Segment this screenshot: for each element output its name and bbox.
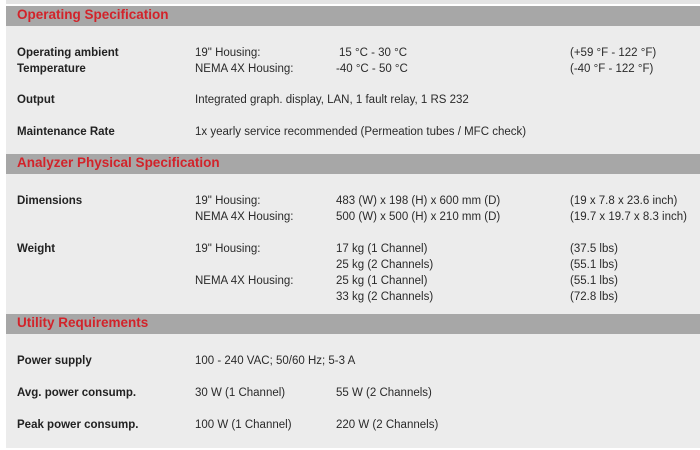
weight-19-1ch-lbs: (37.5 lbs) [570, 243, 618, 255]
maintenance-value: 1x yearly service recommended (Permeation tubes / MFC check) [195, 126, 527, 138]
avg-power-2ch: 55 W (2 Channels) [336, 387, 432, 399]
dim-nema-value: 500 (W) x 500 (H) x 210 mm (D) [336, 211, 501, 223]
utility-header [6, 314, 700, 334]
physical-spec-section [6, 174, 700, 314]
utility-section [6, 334, 700, 448]
weight-nema-1ch-lbs: (55.1 lbs) [570, 275, 618, 287]
operating-spec-section [6, 26, 700, 154]
weight-label: Weight [17, 243, 56, 255]
power-supply-label: Power supply [17, 355, 92, 367]
utility-title: Utility Requirements [17, 315, 149, 330]
maintenance-label: Maintenance Rate [17, 126, 115, 138]
dim-nema-label: NEMA 4X Housing: [195, 211, 294, 223]
dim-19-inch: (19 x 7.8 x 23.6 inch) [570, 195, 678, 207]
weight-nema-1ch: 25 kg (1 Channel) [336, 275, 428, 287]
operating-spec-header [6, 6, 700, 26]
weight-19-2ch: 25 kg (2 Channels) [336, 259, 434, 271]
avg-power-1ch: 30 W (1 Channel) [195, 387, 286, 399]
peak-power-1ch: 100 W (1 Channel) [195, 419, 292, 431]
avg-power-label: Avg. power consump. [17, 387, 137, 399]
ambient-label-line1: Operating ambient [17, 47, 119, 59]
output-label: Output [17, 94, 55, 106]
physical-spec-header [6, 154, 700, 174]
housing-19-range-f: (+59 °F - 122 °F) [570, 47, 657, 59]
housing-nema-range-f: (-40 °F - 122 °F) [570, 63, 654, 75]
weight-nema-2ch-lbs: (72.8 lbs) [570, 291, 618, 303]
dim-nema-inch: (19.7 x 19.7 x 8.3 inch) [570, 211, 687, 223]
housing-19-range-c: 15 °C - 30 °C [339, 47, 408, 59]
weight-19-2ch-lbs: (55.1 lbs) [570, 259, 618, 271]
dimensions-label: Dimensions [17, 195, 83, 207]
weight-nema-2ch: 33 kg (2 Channels) [336, 291, 434, 303]
housing-19-label: 19" Housing: [195, 47, 261, 59]
housing-nema-label: NEMA 4X Housing: [195, 63, 294, 75]
weight-19-label: 19" Housing: [195, 243, 261, 255]
dim-19-value: 483 (W) x 198 (H) x 600 mm (D) [336, 195, 501, 207]
peak-power-2ch: 220 W (2 Channels) [336, 419, 439, 431]
operating-spec-title: Operating Specification [17, 7, 169, 22]
top-band [6, 0, 700, 4]
weight-19-1ch: 17 kg (1 Channel) [336, 243, 428, 255]
output-value: Integrated graph. display, LAN, 1 fault relay, 1 RS 232 [195, 94, 469, 106]
physical-spec-title: Analyzer Physical Specification [17, 155, 220, 170]
power-supply-value: 100 - 240 VAC; 50/60 Hz; 5-3 A [195, 355, 356, 367]
dim-19-label: 19" Housing: [195, 195, 261, 207]
weight-nema-label: NEMA 4X Housing: [195, 275, 294, 287]
peak-power-label: Peak power consump. [17, 419, 139, 431]
housing-nema-range-c: -40 °C - 50 °C [336, 63, 408, 75]
ambient-label-line2: Temperature [17, 63, 86, 75]
